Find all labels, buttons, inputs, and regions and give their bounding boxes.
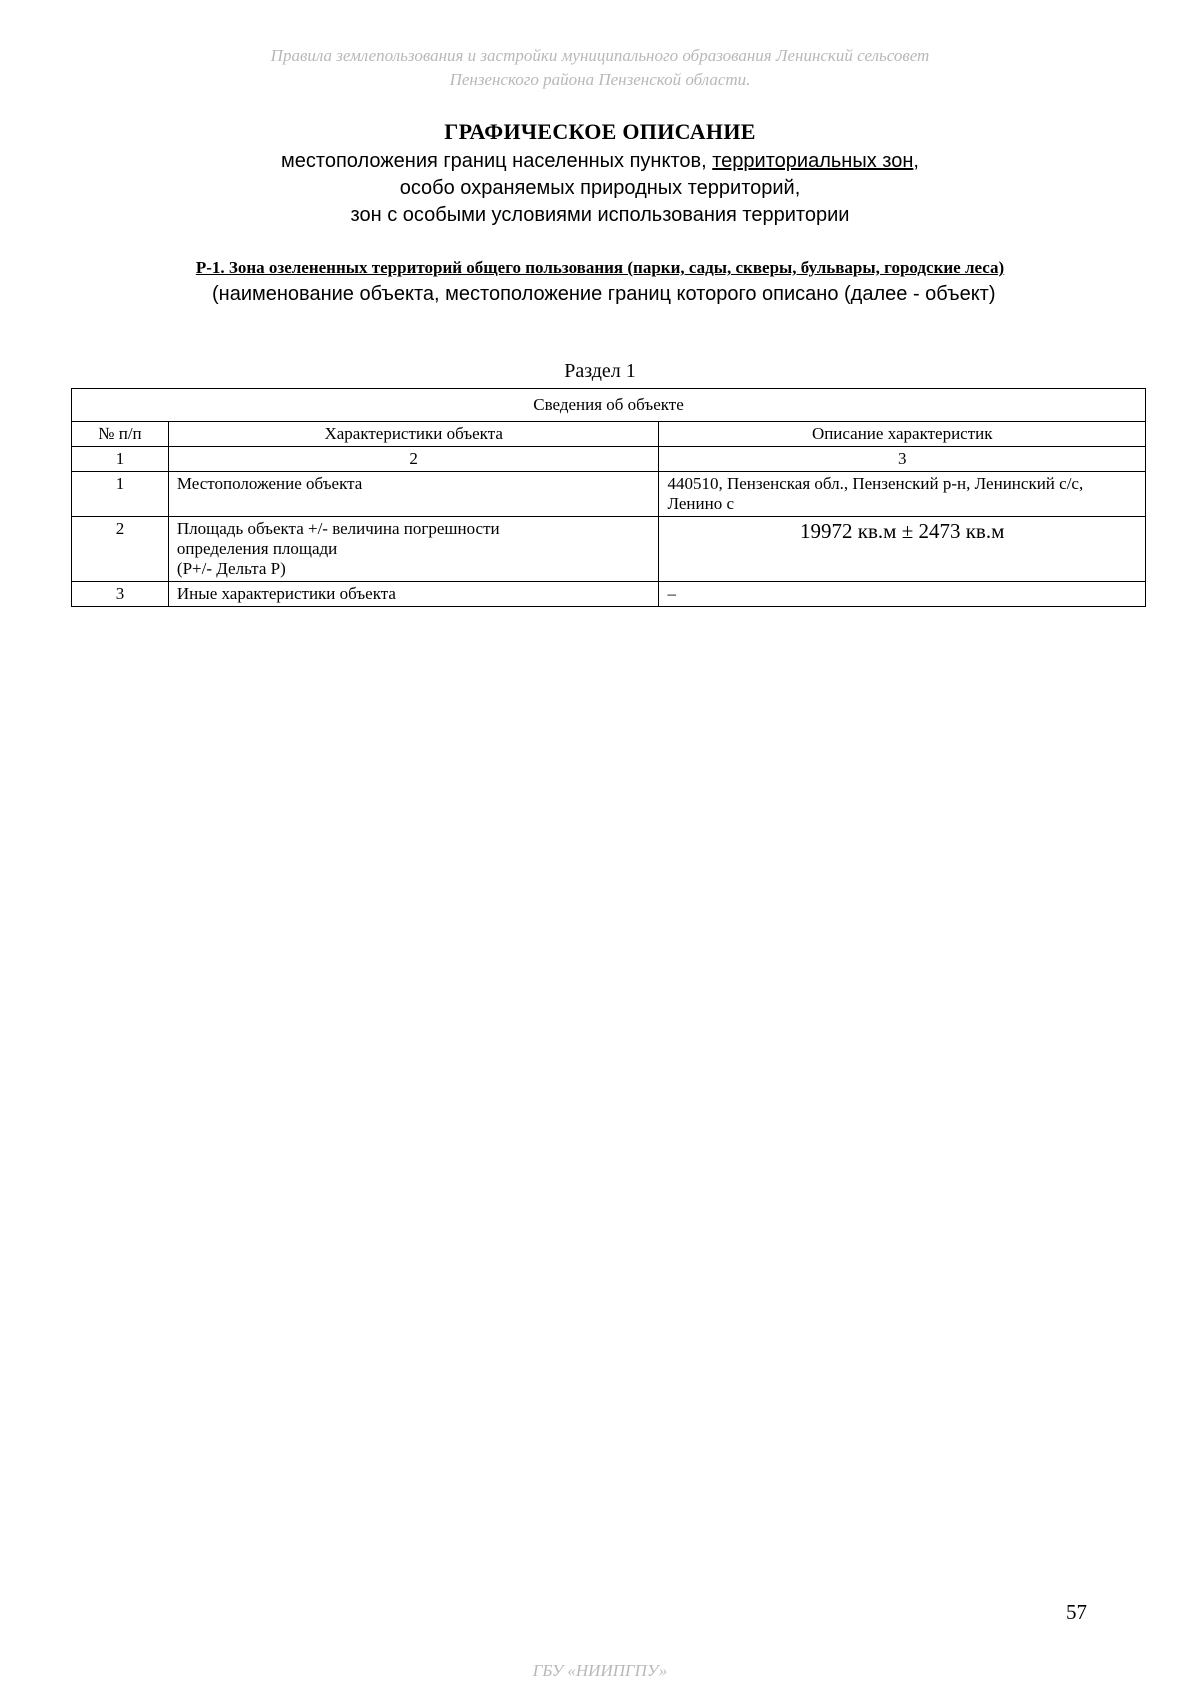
subtitle-line-1-c: , (913, 150, 919, 172)
header-cell-description: Описание характеристик (659, 422, 1146, 447)
document-footer: ГБУ «НИИПГПУ» (532, 1661, 668, 1680)
table-row (72, 472, 1146, 517)
table-numbering-row (72, 447, 1146, 472)
row-name-line: Площадь объекта +/- величина погрешности (176, 519, 500, 538)
document-title: ГРАФИЧЕСКОЕ ОПИСАНИЕ (444, 119, 756, 144)
document-subtitle (0, 148, 1200, 229)
table-row (72, 582, 1146, 607)
subtitle-line-1 (0, 148, 1200, 175)
header-cell-num: № п/п (72, 422, 169, 447)
header-line-1: Правила землепользования и застройки муниципального образования Ленинский сельсовет (270, 46, 930, 65)
numbering-cell: 1 (72, 447, 169, 472)
header-line-2: Пензенского района Пензенской области. (449, 70, 751, 89)
zone-note: (наименование объекта, местоположение границ которого описано (далее - объект) (212, 283, 996, 305)
subtitle-line-1-a: местоположения границ населенных пунктов, (281, 150, 713, 172)
table-caption: Сведения об объекте (72, 389, 1146, 422)
table-row (72, 517, 1146, 582)
row-num: 3 (72, 582, 169, 607)
subtitle-line-2: особо охраняемых природных территорий, (399, 177, 801, 199)
header-cell-characteristic: Характеристики объекта (168, 422, 659, 447)
numbering-cell: 2 (168, 447, 659, 472)
row-name (168, 517, 659, 582)
row-value: 440510, Пензенская обл., Пензенский р-н, Ленинский с/с, Ленино с (659, 472, 1146, 517)
row-name-line: (Р+/- Дельта Р) (176, 559, 286, 578)
page-number: 57 (1066, 1600, 1087, 1624)
table-header-row (72, 422, 1146, 447)
document-header (0, 44, 1200, 92)
subtitle-underlined: территориальных зон (712, 150, 914, 172)
table-caption-row (72, 389, 1146, 422)
subtitle-line-3: зон с особыми условиями использования территории (350, 204, 850, 226)
row-name-line: определения площади (176, 539, 338, 558)
row-num: 2 (72, 517, 169, 582)
zone-name: Р-1. Зона озелененных территорий общего пользования (парки, сады, скверы, бульвары, городские леса) (195, 258, 1005, 277)
object-info-table (71, 388, 1146, 607)
row-name: Иные характеристики объекта (168, 582, 659, 607)
row-num: 1 (72, 472, 169, 517)
section-title: Раздел 1 (564, 360, 636, 382)
numbering-cell: 3 (659, 447, 1146, 472)
row-value-area: 19972 кв.м ± 2473 кв.м (659, 517, 1146, 582)
row-name: Местоположение объекта (168, 472, 659, 517)
row-value: – (659, 582, 1146, 607)
